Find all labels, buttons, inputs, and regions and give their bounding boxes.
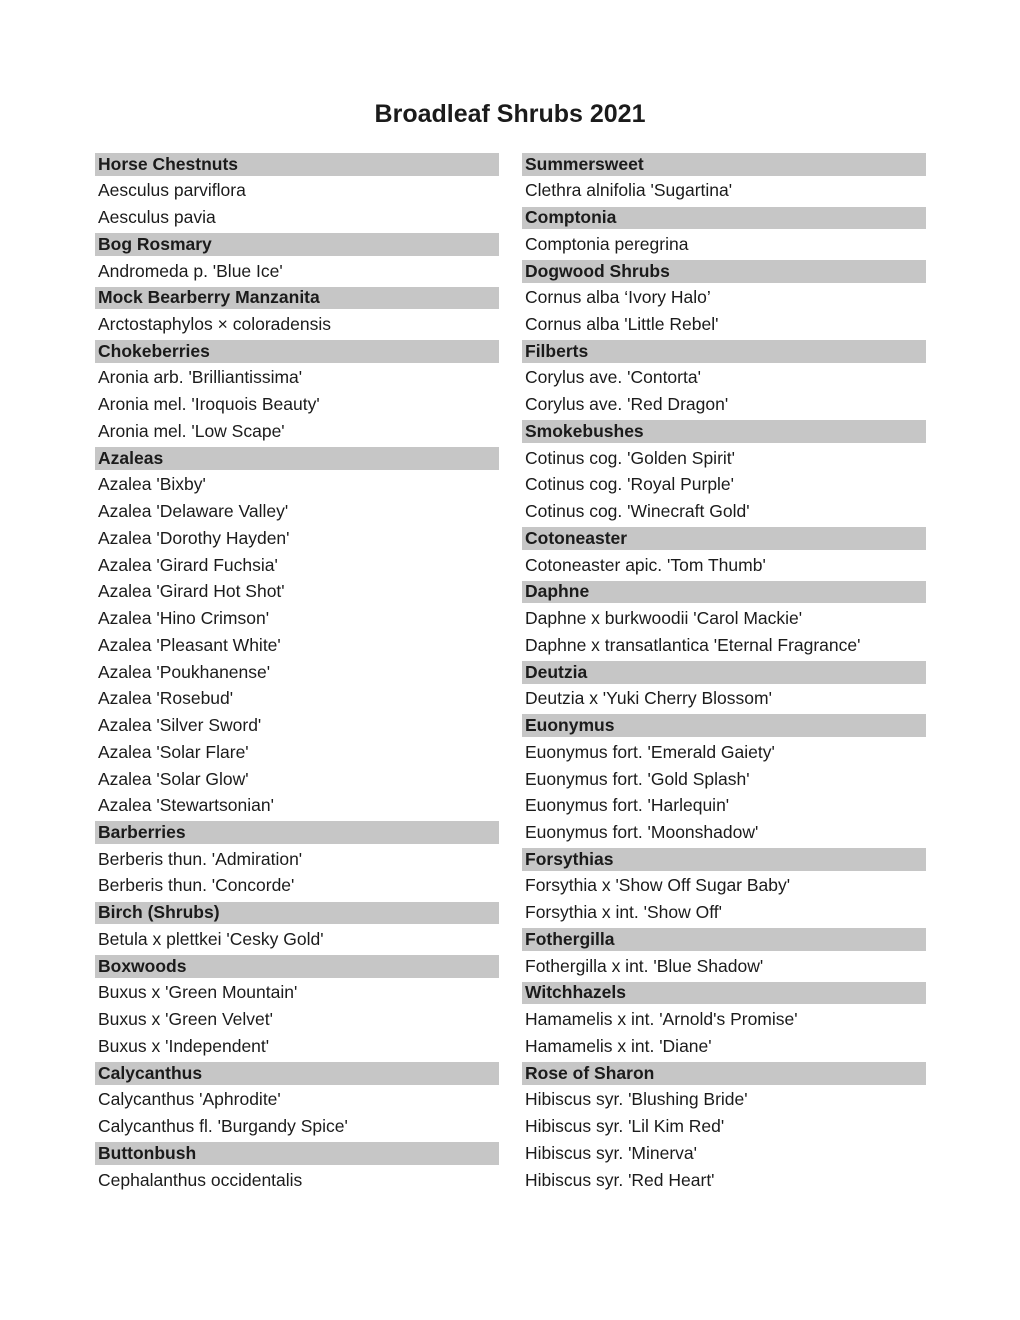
category-header: Horse Chestnuts: [95, 153, 499, 176]
right-column: [522, 151, 926, 1194]
category-header: Daphne: [522, 581, 926, 604]
plant-item: Berberis thun. 'Admiration': [98, 848, 303, 869]
category-header: Comptonia: [522, 207, 926, 230]
category-header: Smokebushes: [522, 420, 926, 443]
category-header-row: [522, 418, 926, 445]
category-header: Calycanthus: [95, 1062, 499, 1085]
plant-item-row: [95, 392, 499, 419]
plant-item-row: [95, 552, 499, 579]
category-header: Cotoneaster: [522, 527, 926, 550]
plant-item: Daphne x burkwoodii 'Carol Mackie': [525, 608, 803, 629]
plant-item-row: [95, 605, 499, 632]
plant-item-row: [95, 846, 499, 873]
plant-item: Hamamelis x int. 'Arnold's Promise': [525, 1009, 798, 1030]
page-title: Broadleaf Shrubs 2021: [374, 100, 646, 128]
category-header-row: [95, 1140, 499, 1167]
plant-item-row: [522, 1033, 926, 1060]
plant-item-row: [95, 739, 499, 766]
plant-item-row: [522, 285, 926, 312]
category-header: Deutzia: [522, 661, 926, 684]
plant-item: Aronia arb. 'Brilliantissima': [98, 367, 303, 388]
plant-item-row: [522, 552, 926, 579]
plant-item-row: [95, 178, 499, 205]
plant-item: Azalea 'Bixby': [98, 474, 206, 495]
category-header: Summersweet: [522, 153, 926, 176]
plant-item: Comptonia peregrina: [525, 233, 689, 254]
category-header: Boxwoods: [95, 955, 499, 978]
plant-item: Azalea 'Delaware Valley': [98, 501, 289, 522]
plant-item-row: [522, 499, 926, 526]
plant-item: Hibiscus syr. 'Blushing Bride': [525, 1089, 748, 1110]
plant-item-row: [522, 819, 926, 846]
category-header: Barberries: [95, 821, 499, 844]
plant-item-row: [95, 1087, 499, 1114]
plant-item-row: [95, 1113, 499, 1140]
category-header-row: [95, 819, 499, 846]
plant-item: Cotinus cog. 'Golden Spirit': [525, 447, 735, 468]
plant-item-row: [522, 1087, 926, 1114]
category-header: Fothergilla: [522, 928, 926, 951]
plant-item: Azalea 'Girard Fuchsia': [98, 554, 278, 575]
left-column: [95, 151, 499, 1194]
plant-item: Hibiscus syr. 'Lil Kim Red': [525, 1116, 725, 1137]
plant-item: Clethra alnifolia 'Sugartina': [525, 180, 733, 201]
plant-item: Hibiscus syr. 'Red Heart': [525, 1169, 715, 1190]
plant-item-row: [95, 365, 499, 392]
category-header-row: [522, 659, 926, 686]
plant-item: Fothergilla x int. 'Blue Shadow': [525, 955, 764, 976]
plant-item-row: [95, 418, 499, 445]
plant-item: Hibiscus syr. 'Minerva': [525, 1142, 698, 1163]
category-header: Buttonbush: [95, 1142, 499, 1165]
plant-item: Azalea 'Stewartsonian': [98, 795, 274, 816]
category-header-row: [95, 900, 499, 927]
plant-item-row: [95, 1167, 499, 1194]
plant-item-row: [522, 392, 926, 419]
plant-item: Buxus x 'Green Mountain': [98, 982, 298, 1003]
plant-item-row: [95, 926, 499, 953]
plant-item-row: [522, 231, 926, 258]
category-header: Forsythias: [522, 848, 926, 871]
plant-item: Hamamelis x int. 'Diane': [525, 1035, 712, 1056]
plant-item-row: [95, 579, 499, 606]
plant-item: Euonymus fort. 'Gold Splash': [525, 768, 750, 789]
category-header-row: [522, 1060, 926, 1087]
plant-item-row: [95, 258, 499, 285]
category-header-row: [95, 1060, 499, 1087]
category-header-row: [522, 846, 926, 873]
plant-item-row: [522, 445, 926, 472]
plant-item: Cotinus cog. 'Royal Purple': [525, 474, 735, 495]
plant-item: Calycanthus 'Aphrodite': [98, 1089, 281, 1110]
plant-item: Aesculus parviflora: [98, 180, 246, 201]
plant-item: Berberis thun. 'Concorde': [98, 875, 295, 896]
plant-item-row: [95, 525, 499, 552]
plant-item-row: [522, 605, 926, 632]
plant-item-row: [522, 873, 926, 900]
plant-item: Euonymus fort. 'Moonshadow': [525, 821, 759, 842]
plant-item: Arctostaphylos × coloradensis: [98, 314, 331, 335]
plant-item: Corylus ave. 'Red Dragon': [525, 394, 729, 415]
plant-item-row: [522, 1140, 926, 1167]
plant-item: Cornus alba ‘Ivory Halo’: [525, 287, 711, 308]
plant-item: Calycanthus fl. 'Burgandy Spice': [98, 1116, 348, 1137]
plant-item: Azalea 'Girard Hot Shot': [98, 581, 285, 602]
plant-item-row: [522, 1113, 926, 1140]
category-header-row: [95, 231, 499, 258]
plant-item-row: [95, 980, 499, 1007]
category-header: Witchhazels: [522, 982, 926, 1005]
plant-item-row: [95, 632, 499, 659]
plant-item: Euonymus fort. 'Emerald Gaiety': [525, 741, 775, 762]
plant-item: Daphne x transatlantica 'Eternal Fragrance': [525, 634, 861, 655]
category-header-row: [522, 980, 926, 1007]
plant-item: Azalea 'Pleasant White': [98, 634, 281, 655]
plant-item-row: [522, 953, 926, 980]
plant-item: Azalea 'Poukhanense': [98, 661, 271, 682]
category-header-row: [522, 579, 926, 606]
plant-item-row: [95, 712, 499, 739]
plant-item-row: [522, 632, 926, 659]
plant-item-row: [522, 311, 926, 338]
plant-item: Azalea 'Solar Glow': [98, 768, 249, 789]
plant-item-row: [95, 793, 499, 820]
plant-item: Cephalanthus occidentalis: [98, 1169, 303, 1190]
category-header: Euonymus: [522, 714, 926, 737]
plant-item-row: [95, 686, 499, 713]
plant-item-row: [95, 472, 499, 499]
plant-item-row: [95, 1033, 499, 1060]
plant-item-row: [95, 204, 499, 231]
plant-item: Deutzia x 'Yuki Cherry Blossom': [525, 688, 772, 709]
category-header: Filberts: [522, 340, 926, 363]
plant-item: Buxus x 'Independent': [98, 1035, 270, 1056]
plant-item-row: [95, 659, 499, 686]
category-header: Chokeberries: [95, 340, 499, 363]
category-header-row: [522, 151, 926, 178]
category-header-row: [95, 953, 499, 980]
plant-item: Corylus ave. 'Contorta': [525, 367, 701, 388]
plant-item: Azalea 'Silver Sword': [98, 715, 262, 736]
plant-list: [95, 151, 926, 1194]
category-header-row: [522, 204, 926, 231]
plant-item: Buxus x 'Green Velvet': [98, 1009, 273, 1030]
plant-item: Aesculus pavia: [98, 207, 216, 228]
plant-item: Betula x plettkei 'Cesky Gold': [98, 928, 324, 949]
plant-item-row: [522, 686, 926, 713]
plant-item: Azalea 'Solar Flare': [98, 741, 249, 762]
category-header-row: [95, 338, 499, 365]
plant-item: Cotoneaster apic. 'Tom Thumb': [525, 554, 766, 575]
plant-item-row: [522, 793, 926, 820]
plant-item-row: [95, 499, 499, 526]
plant-item: Andromeda p. 'Blue Ice': [98, 260, 283, 281]
category-header-row: [522, 926, 926, 953]
plant-item-row: [95, 766, 499, 793]
category-header-row: [522, 525, 926, 552]
plant-item: Aronia mel. 'Low Scape': [98, 420, 285, 441]
category-header: Rose of Sharon: [522, 1062, 926, 1085]
plant-item-row: [522, 1167, 926, 1194]
plant-item: Euonymus fort. 'Harlequin': [525, 795, 730, 816]
plant-item-row: [522, 1007, 926, 1034]
plant-item-row: [95, 1007, 499, 1034]
category-header-row: [522, 338, 926, 365]
plant-item-row: [522, 739, 926, 766]
category-header: Mock Bearberry Manzanita: [95, 287, 499, 310]
plant-item-row: [95, 311, 499, 338]
plant-item: Forsythia x 'Show Off Sugar Baby': [525, 875, 791, 896]
category-header-row: [522, 712, 926, 739]
plant-item: Forsythia x int. 'Show Off': [525, 902, 722, 923]
plant-item-row: [522, 365, 926, 392]
plant-item-row: [522, 472, 926, 499]
category-header-row: [95, 445, 499, 472]
category-header-row: [522, 258, 926, 285]
plant-item: Azalea 'Dorothy Hayden': [98, 527, 290, 548]
category-header: Azaleas: [95, 447, 499, 470]
plant-item: Azalea 'Rosebud': [98, 688, 234, 709]
plant-item: Aronia mel. 'Iroquois Beauty': [98, 394, 320, 415]
category-header: Dogwood Shrubs: [522, 260, 926, 283]
plant-item: Cotinus cog. 'Winecraft Gold': [525, 501, 750, 522]
plant-item-row: [95, 873, 499, 900]
plant-item: Cornus alba 'Little Rebel': [525, 314, 719, 335]
plant-item: Azalea 'Hino Crimson': [98, 608, 270, 629]
plant-item-row: [522, 178, 926, 205]
category-header: Birch (Shrubs): [95, 902, 499, 925]
plant-item-row: [522, 766, 926, 793]
category-header-row: [95, 151, 499, 178]
plant-item-row: [522, 900, 926, 927]
category-header: Bog Rosmary: [95, 233, 499, 256]
category-header-row: [95, 285, 499, 312]
